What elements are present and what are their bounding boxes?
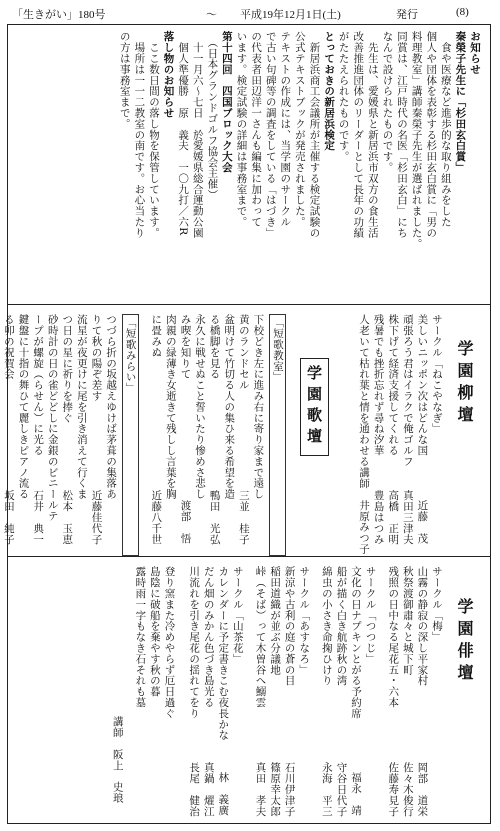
notice-line: 個人準優勝 原 義夫 一〇九打／六R: [177, 31, 190, 236]
poem-author: 坂田 純子: [2, 489, 15, 544]
haiku-poem: [348, 566, 363, 816]
teacher-name: 講師 阪上 史琅: [111, 716, 124, 804]
poem-text: 文化の日ナプキンとがる予約席: [350, 566, 363, 719]
poem-author: 渡部 悟: [179, 500, 192, 544]
poem-author: 真鍋 燿江: [202, 761, 215, 816]
haiku-block: [8, 558, 444, 823]
tanka-line: りて秋の陽ぞ差す: [90, 314, 103, 402]
tanka-group-label: 「短歌みらい」: [122, 314, 139, 556]
poem-author: 岡部 道栄: [416, 761, 429, 816]
notice-line: （日本グランドゴルフ協会主催）: [206, 31, 219, 201]
tanka-line: 肉親の緑薄き女逝きて残しし言葉を胸: [164, 314, 177, 500]
notice-line: います。検定試験の詳細は事務室まで。: [235, 31, 248, 228]
notice-line: とっておきの新居浜検定: [323, 31, 336, 151]
senryu-poem: [371, 314, 386, 544]
notice-text: [8, 25, 490, 304]
tanka-poem-end: [31, 314, 46, 544]
notice-line: がたたえられたものです。: [337, 31, 350, 162]
page-frame: [2, 24, 491, 824]
page-header: [8, 6, 492, 22]
notice-line: 場所は一一二教室の南です。お心当たり: [133, 31, 146, 239]
haiku-poem: [201, 566, 216, 816]
notice-line: 落し物のお知らせ: [162, 31, 175, 119]
notice-line: 料理教室」講師秦榮子先生が選ばれました。: [410, 31, 423, 249]
senryu-poem: [386, 314, 401, 544]
tanka-line: 下校どき左に進み右に寄り家まで遠し: [252, 314, 265, 500]
poem-author: 永海 平三: [320, 761, 333, 816]
poem-author: 三並 桂子: [237, 489, 250, 544]
tanka-poem-end: [207, 314, 222, 544]
notice-line: テキストの作成には、当学園のサークル: [279, 31, 292, 228]
poem-author: 豊島はつみ: [372, 489, 385, 544]
tanka-line: る卯の祝賀会: [2, 314, 15, 380]
header-dash: 〜: [206, 9, 217, 21]
notice-heading: お知らせ: [469, 31, 481, 75]
haiku-poem: [282, 566, 297, 816]
poem-author: 佐藤寿見子: [387, 761, 400, 816]
haiku-poem: [386, 566, 401, 816]
haiku-circle: サークル「あすなろ」: [298, 566, 311, 675]
tanka-group-label: 「短歌教室」: [269, 314, 286, 556]
senryu-poem: [400, 314, 415, 544]
poem-text: 新涼や古利の庭の蒼の目: [283, 566, 296, 686]
tanka-poem-end: [1, 314, 16, 544]
poem-author: 林 義廣: [217, 772, 230, 816]
notice-line: の代表者田辺洋一さんも編集に加わって: [250, 31, 263, 228]
poem-author: 講師 井原みつ子: [358, 466, 371, 554]
middle-section: [2, 306, 490, 556]
tanka-line: 盆明けて竹切る人の集ひ来る希望を造: [223, 314, 236, 500]
poem-author: 福永 靖: [350, 772, 363, 816]
teacher-poem: 島陰に破船を棄やす秋の暮: [148, 566, 161, 697]
poem-author: 守谷日代子: [335, 761, 348, 816]
poem-author: 真田三津夫: [401, 489, 414, 544]
notice-line: の方は事務室まで。: [118, 31, 131, 130]
senryu-poem: [356, 314, 371, 554]
page-number: (8): [456, 6, 469, 18]
haiku-title: 学園俳壇: [455, 598, 474, 686]
poem-text: 美しいニッポン次はどんな国: [416, 314, 429, 456]
notice-line: 同賞は、江戸時代の名医「杉田玄白」にち: [396, 31, 409, 239]
haiku-section: [8, 558, 490, 823]
notice-line: 新居浜商工会議所が主催する検定試験の: [308, 31, 321, 239]
poem-text: だん畑のみかん色づき島光る: [202, 566, 215, 708]
poem-text: 頑張ろう君はイラクで俺ゴルフ: [401, 314, 414, 467]
issue-date: 平成19年12月1日(土): [240, 9, 341, 21]
poem-author: 真田 孝夫: [254, 761, 267, 816]
notice-line: 第十四回 四国ブロック大会: [220, 31, 233, 173]
teacher-poem: 露時雨一字もなき石それも墓: [134, 566, 147, 708]
poem-text: 残照の日中なる尾花五・六本: [387, 566, 400, 708]
poem-author: 高橋 正明: [387, 489, 400, 544]
notice-line: 十一月六〜七日 於愛媛県総合運動公園: [191, 31, 204, 239]
haiku-poem: [334, 566, 349, 816]
tanka-title: 学園歌壇: [300, 358, 329, 456]
poem-author: 鴨田 光弘: [208, 489, 221, 544]
haiku-poem: [253, 566, 268, 816]
tanka-line: 砂時計の日の雀どどしに金銀のビニールテ: [46, 314, 59, 522]
poem-author: 篠原幸太郎: [269, 761, 282, 816]
notice-line: 個人や団体を表彰する杉田玄白賞に「男の: [425, 31, 438, 239]
tanka-poem-end: [178, 314, 193, 544]
divider: [8, 556, 490, 557]
tanka-line: 流星が夜更けに尾を引き消えて行くま: [75, 314, 88, 500]
notice-section: [8, 25, 490, 304]
haiku-poem: [267, 566, 282, 816]
divider: [8, 304, 490, 305]
notice-line: 先生は、愛媛県と新居浜市双方の食生活: [366, 31, 379, 239]
notice-line: 秦榮子先生に「杉田玄白賞」: [454, 31, 467, 173]
poem-author: 佐々木俊行: [401, 761, 414, 816]
poem-author: 松本 玉恵: [61, 489, 74, 544]
poem-author: 石川伊津子: [283, 761, 296, 816]
poem-author: 近藤 茂: [416, 500, 429, 544]
haiku-circle: サークル「つつじ」: [364, 566, 377, 665]
senryu-title: 学園柳壇: [455, 340, 474, 428]
notice-line: ここ数日間の落し物を保管しています。: [147, 31, 160, 239]
poem-text: 株下げて経済支援してくれる: [387, 314, 400, 456]
tanka-line: に畳みぬ: [150, 314, 163, 358]
haiku-poem: [216, 566, 231, 816]
tanka-block: [2, 306, 286, 556]
notice-line: 改善推進団体のリーダーとして長年の功績: [352, 31, 365, 239]
poem-text: 秋祭渡御肅々と城下町: [401, 566, 414, 675]
poem-author: 長尾 健治: [188, 761, 201, 816]
tanka-poem-end: [149, 314, 164, 544]
poem-text: 残暑でも挫折忘れず尋ね汐華: [372, 314, 385, 456]
tanka-line: る橋脚を見る: [208, 314, 221, 380]
haiku-circle: サークル「梅」: [431, 566, 443, 643]
poem-text: カレンダーに予定書きこむ夜長かな: [217, 566, 230, 741]
tanka-line: 永久に戦せぬこと誓いたり惨めさ悲し: [194, 314, 207, 500]
poem-text: 稲田道織が並ぶ分議地: [269, 566, 282, 675]
poem-author: 近藤佳代子: [90, 489, 103, 544]
poem-author: 石井 典一: [32, 489, 45, 544]
teacher-poem: 登り窯また冷めやらず厄日過ぐ: [163, 566, 176, 719]
tanka-poem-end: [89, 314, 104, 544]
haiku-poem: [400, 566, 415, 816]
haiku-poem: [415, 566, 430, 816]
haiku-poem: [319, 566, 334, 816]
notice-line: 食や医療など進歩的な取り組みをした: [439, 31, 452, 228]
tanka-poem-end: [60, 314, 75, 544]
tanka-poem-end: [236, 314, 251, 544]
poem-text: 峠（そば）って木曽谷へ鰯雲: [254, 566, 267, 708]
notice-line: で古い句碑等の調査をしている「はづき」: [264, 31, 277, 239]
notice-line: なんで設けられたものです。: [381, 31, 394, 173]
poem-author: 近藤八千世: [150, 489, 163, 544]
senryu-circle: サークル「ねこやなぎ」: [431, 314, 443, 434]
tanka-line: 鍵盤に十指の舞ひて麗しきピアノ流る: [17, 314, 30, 500]
tanka-line: 黄のランドセル: [237, 314, 250, 391]
haiku-poem: [187, 566, 202, 816]
tanka-line: つ日の星に祈りを捧ぐ: [61, 314, 74, 423]
notice-line: 公式テキストブックが発売されました。: [293, 31, 306, 228]
issue-label: 発行: [396, 9, 418, 21]
poem-text: 山霧の静寂の深し平家村: [416, 566, 429, 686]
poem-text: 船が描く白き航跡秋の湾: [335, 566, 348, 686]
poem-text: 人老いて枯れ葉と情を通わせる: [358, 314, 371, 467]
tanka-line: み喫を知りて: [179, 314, 192, 380]
tanka-line: つづら折の坂越えゆけば茅葺の集落あ: [105, 314, 118, 500]
senryu-poem: [415, 314, 430, 544]
haiku-circle: サークル「山茶花」: [231, 566, 244, 665]
poem-text: 川流れを引き尾花の揺れてをり: [188, 566, 201, 719]
paper-name: 「生きがい」180号: [12, 9, 106, 21]
tanka-line: ープが螺旋（らせん）に光る: [32, 314, 45, 456]
poem-text: 綿虫の小さき命掬ひけり: [320, 566, 333, 686]
